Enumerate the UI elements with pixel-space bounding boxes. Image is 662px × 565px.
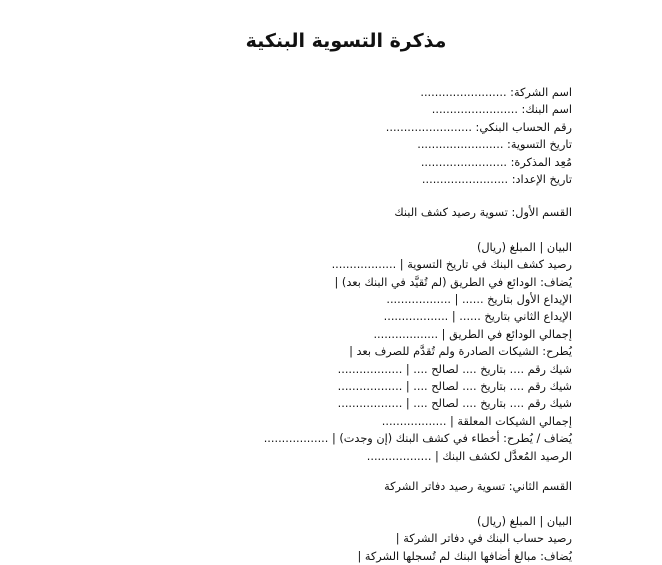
account-number-field: رقم الحساب البنكي: ........................ [385, 120, 572, 134]
section2-row: يُضاف: مبالغ أضافها البنك لم تُسجلها الشركة | [357, 549, 572, 563]
document-title: مذكرة التسوية البنكية [245, 30, 447, 52]
company-name-field: اسم الشركة: ........................ [420, 86, 572, 99]
section1-row: يُطرح: الشيكات الصادرة ولم تُقدَّم للصرف بعد | [349, 345, 572, 359]
section1-row: شيك رقم .... بتاريخ .... لصالح .... | .................. [337, 397, 572, 411]
section1-row: شيك رقم .... بتاريخ .... لصالح .... | .................. [337, 380, 572, 394]
section1-row: إجمالي الشيكات المعلقة | .................. [381, 414, 572, 428]
section1-row: الإيداع الثاني بتاريخ ...... | .................. [383, 310, 572, 324]
section1-row: الإيداع الأول بتاريخ ...... | .................. [386, 293, 572, 307]
section2-heading: القسم الثاني: تسوية رصيد دفاتر الشركة [384, 480, 572, 493]
section1-row: إجمالي الودائع في الطريق | .................. [373, 327, 572, 341]
prepared-by-field: مُعِد المذكرة: ........................ [420, 155, 572, 169]
section1-column-header: البيان | المبلغ (ريال) [476, 240, 572, 254]
reconciliation-date-field: تاريخ التسوية: ........................ [417, 138, 572, 152]
section1-row: الرصيد المُعدَّل لكشف البنك | .................. [366, 449, 572, 463]
section2-row: رصيد حساب البنك في دفاتر الشركة | [395, 532, 572, 546]
section1-row: رصيد كشف البنك في تاريخ التسوية | .................. [331, 258, 572, 272]
section1-row: شيك رقم .... بتاريخ .... لصالح .... | .................. [337, 362, 572, 376]
section-company-books [92, 478, 572, 565]
preparation-date-field: تاريخ الإعداد: ........................ [421, 173, 572, 187]
bank-name-field: اسم البنك: ........................ [431, 103, 572, 117]
section-bank-statement [92, 204, 572, 465]
section2-column-header: البيان | المبلغ (ريال) [476, 514, 572, 528]
section1-row: يُضاف: الودائع في الطريق (لم تُقيَّد في البنك بعد) | [334, 275, 572, 289]
section1-heading: القسم الأول: تسوية رصيد كشف البنك [394, 206, 572, 219]
header-fields [92, 84, 572, 188]
section1-row: يُضاف / يُطرح: أخطاء في كشف البنك (إن وجدت) | .................. [263, 432, 572, 446]
